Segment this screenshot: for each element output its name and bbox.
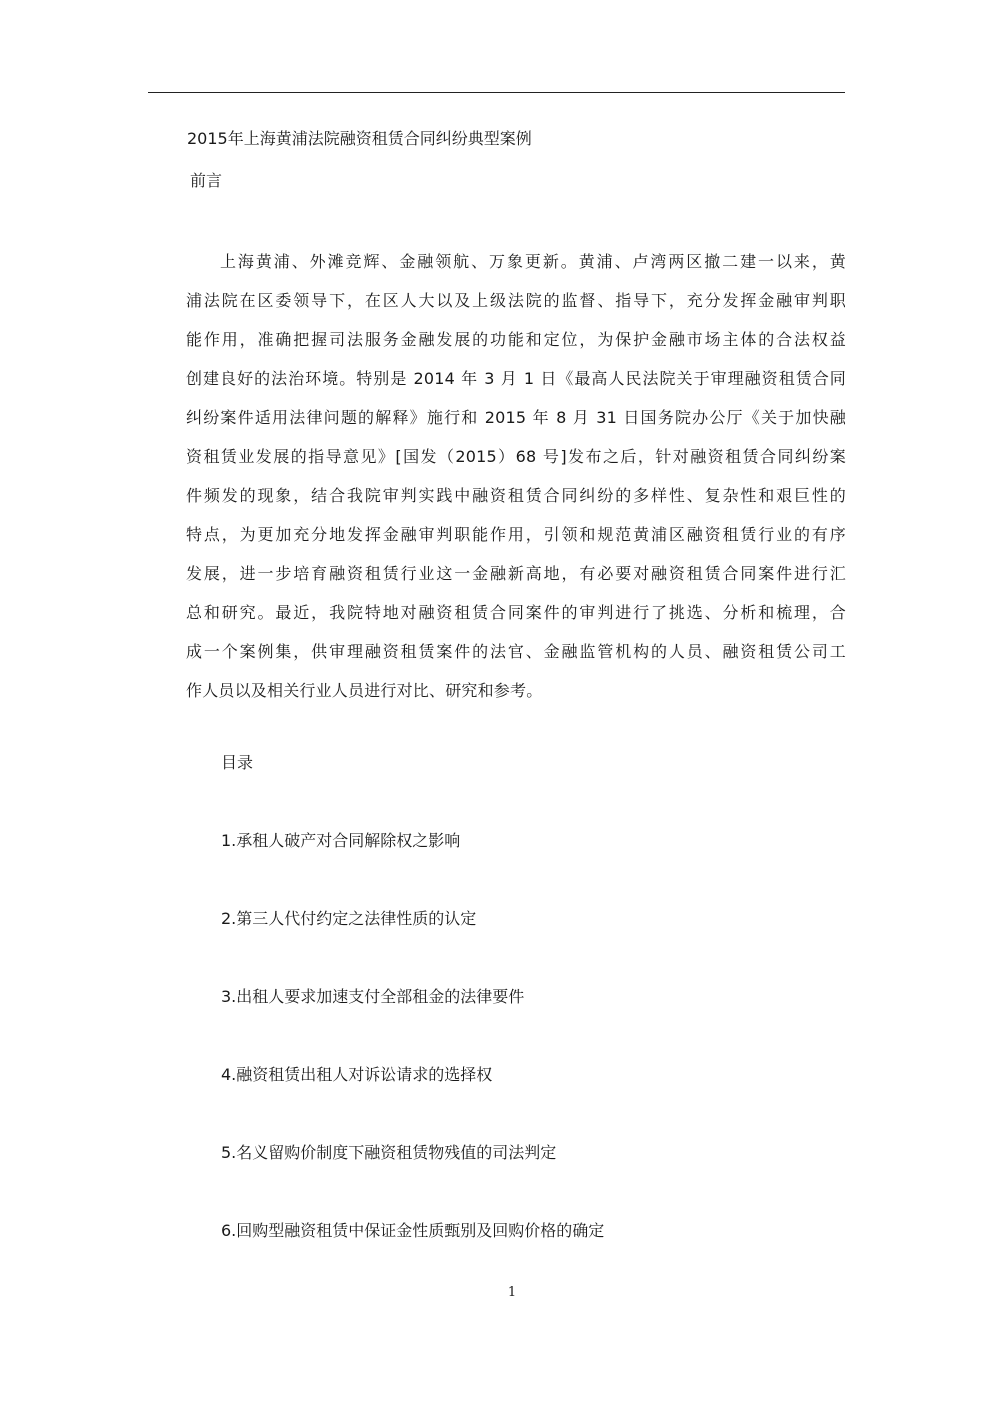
paragraph-line: 发展，进一步培育融资租赁行业这一金融新高地，有必要对融资租赁合同案件进行汇 [186,564,846,583]
toc-item: 1.承租人破产对合同解除权之影响 [221,831,461,850]
paragraph-line: 浦法院在区委领导下，在区人大以及上级法院的监督、指导下，充分发挥金融审判职 [186,291,846,310]
paragraph-line: 总和研究。最近，我院特地对融资租赁合同案件的审判进行了挑选、分析和梳理，合 [186,603,846,622]
toc-item: 4.融资租赁出租人对诉讼请求的选择权 [221,1065,493,1084]
paragraph-line: 作人员以及相关行业人员进行对比、研究和参考。 [186,681,543,700]
paragraph-line: 资租赁业发展的指导意见》[国发（2015）68 号]发布之后，针对融资租赁合同纠纷案 [186,447,846,466]
paragraph-line: 上海黄浦、外滩竞辉、金融领航、万象更新。黄浦、卢湾两区撤二建一以来，黄 [220,252,846,271]
paragraph-line: 件频发的现象，结合我院审判实践中融资租赁合同纠纷的多样性、复杂性和艰巨性的 [186,486,846,505]
paragraph-line: 纠纷案件适用法律问题的解释》施行和 2015 年 8 月 31 日国务院办公厅《关于加快融 [186,408,846,427]
paragraph-line: 创建良好的法治环境。特别是 2014 年 3 月 1 日《最高人民法院关于审理融资租赁合同 [186,369,846,388]
toc-item: 5.名义留购价制度下融资租赁物残值的司法判定 [221,1143,557,1162]
toc-item: 3.出租人要求加速支付全部租金的法律要件 [221,987,525,1006]
paragraph-line: 成一个案例集，供审理融资租赁案件的法官、金融监管机构的人员、融资租赁公司工 [186,642,846,661]
header-rule [148,92,845,93]
page-number: 1 [507,1285,517,1300]
preface-paragraph [186,242,846,710]
toc-item: 2.第三人代付约定之法律性质的认定 [221,909,477,928]
toc-heading: 目录 [221,753,254,772]
toc-item: 6.回购型融资租赁中保证金性质甄别及回购价格的确定 [221,1221,605,1240]
paragraph-line: 能作用，准确把握司法服务金融发展的功能和定位，为保护金融市场主体的合法权益 [186,330,846,349]
document-title: 2015年上海黄浦法院融资租赁合同纠纷典型案例 [187,129,532,148]
preface-heading: 前言 [190,171,223,190]
paragraph-line: 特点，为更加充分地发挥金融审判职能作用，引领和规范黄浦区融资租赁行业的有序 [186,525,846,544]
